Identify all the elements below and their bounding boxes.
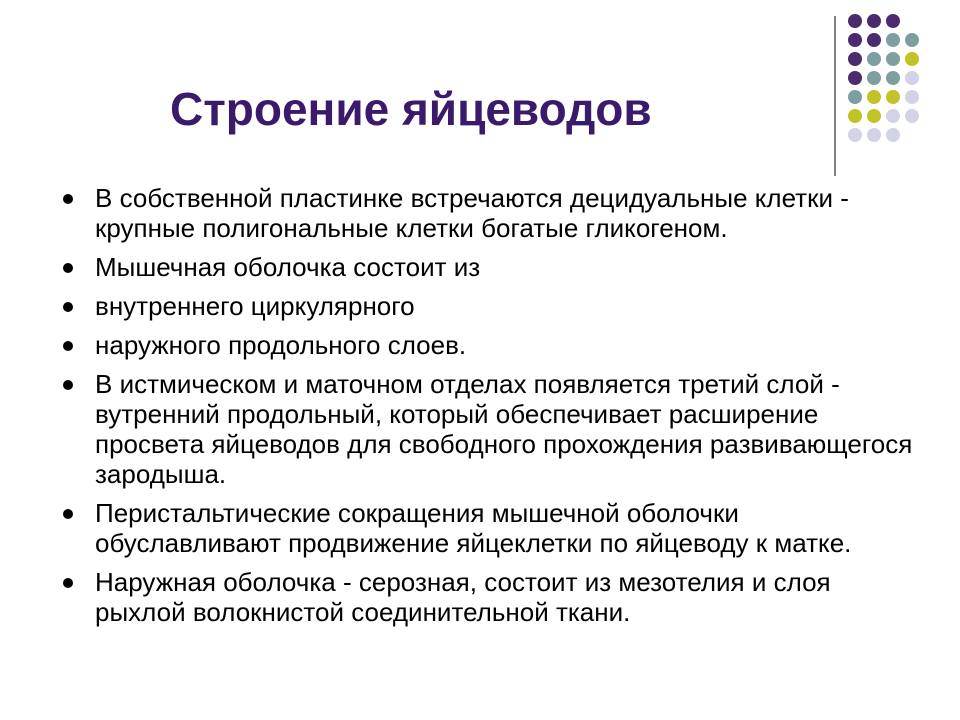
decorative-dot [867, 71, 881, 85]
decorative-dot [848, 52, 862, 66]
decorative-dot [886, 14, 900, 28]
bullet-item [60, 567, 920, 627]
bullet-item [60, 291, 920, 321]
bullet-text: Перистальтические сокращения мышечной оболочки обуславливают продвижение яйцеклетки по яйцеводу к матке. [95, 498, 852, 558]
decorative-dot [867, 33, 881, 47]
decorative-dot [848, 109, 862, 123]
decorative-dot [886, 109, 900, 123]
decorative-dot [848, 71, 862, 85]
bullet-dot-icon [63, 509, 73, 519]
title-divider-line [834, 16, 836, 176]
decorative-dot [848, 90, 862, 104]
decorative-dot [905, 71, 919, 85]
decorative-dot [886, 128, 900, 142]
decorative-dot [905, 109, 919, 123]
bullet-text: наружного продольного слоев. [95, 330, 467, 360]
decorative-dot [848, 128, 862, 142]
bullet-item [60, 183, 920, 243]
decorative-dot [867, 52, 881, 66]
bullet-dot-icon [63, 341, 73, 351]
bullet-dot-icon [63, 302, 73, 312]
bullet-item [60, 252, 920, 282]
decorative-dot [886, 71, 900, 85]
decorative-dot [886, 90, 900, 104]
decorative-dot [867, 14, 881, 28]
decorative-dot [886, 33, 900, 47]
decorative-dot [867, 109, 881, 123]
slide-title: Строение яйцеводов [170, 83, 652, 135]
bullet-item [60, 330, 920, 360]
bullet-dot-icon [63, 578, 73, 588]
bullet-text: Наружная оболочка - серозная, состоит из мезотелия и слоя рыхлой волокнистой соединительной ткани. [95, 567, 831, 627]
bullet-text: внутреннего циркулярного [95, 291, 415, 321]
decorative-dot [886, 52, 900, 66]
decorative-dot [848, 33, 862, 47]
bullet-text: В собственной пластинке встречаются децидуальные клетки - крупные полигональные клетки богатые гликогеном. [95, 183, 849, 243]
decorative-dot [905, 33, 919, 47]
bullet-dot-icon [63, 194, 73, 204]
bullet-text: Мышечная оболочка состоит из [95, 252, 481, 282]
decorative-dot [867, 128, 881, 142]
bullet-item [60, 498, 920, 558]
decorative-dot [867, 90, 881, 104]
bullet-dot-icon [63, 263, 73, 273]
bullet-text: В истмическом и маточном отделах появляется третий слой - вутренний продольный, который обеспечивает расширение просвета яйцеводов для свободного прохождения развивающегося зародыша. [95, 369, 913, 489]
decorative-dot [905, 90, 919, 104]
decorative-dot [848, 14, 862, 28]
bullet-dot-icon [63, 380, 73, 390]
bullet-list [60, 183, 920, 636]
decorative-dot [905, 52, 919, 66]
bullet-item [60, 369, 920, 489]
